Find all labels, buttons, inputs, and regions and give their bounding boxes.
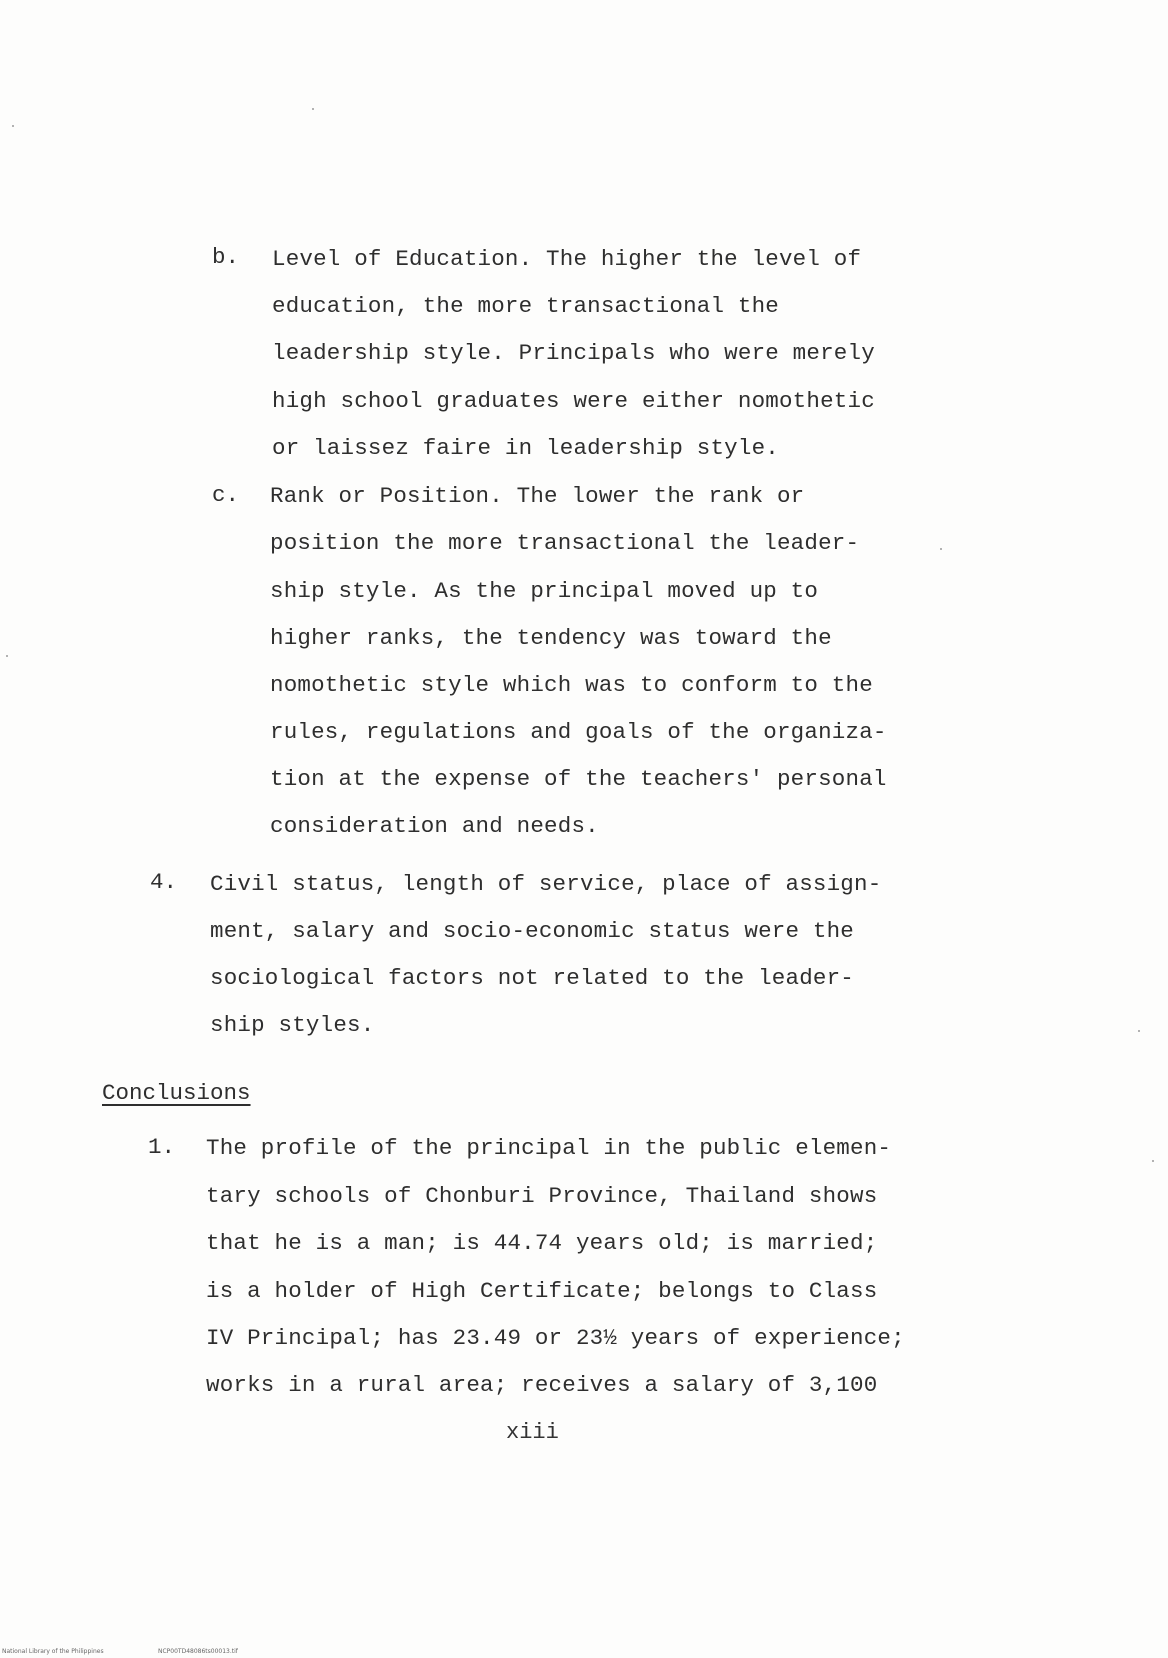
scan-speck (1138, 1030, 1140, 1032)
item-c-marker: c. (212, 482, 240, 508)
item-b-line-3: leadership style. Principals who were merely (272, 340, 875, 366)
conclusion-1-line-4: is a holder of High Certificate; belongs to Class (206, 1278, 878, 1304)
scan-speck (312, 108, 314, 110)
item-c-line-5: nomothetic style which was to conform to the (270, 672, 873, 698)
item-b-line-2: education, the more transactional the (272, 293, 779, 319)
item-b-line-4: high school graduates were either nomothetic (272, 388, 875, 414)
item-4-line-1: Civil status, length of service, place of assign- (210, 871, 882, 897)
conclusion-1-line-5: IV Principal; has 23.49 or 23½ years of experience; (206, 1325, 905, 1351)
item-c-line-4: higher ranks, the tendency was toward the (270, 625, 832, 651)
item-c-line-7: tion at the expense of the teachers' personal (270, 766, 887, 792)
scan-speck (12, 125, 14, 127)
scan-speck (1152, 1160, 1154, 1162)
item-c-line-6: rules, regulations and goals of the organiza- (270, 719, 887, 745)
item-b-line-1: Level of Education. The higher the level of (272, 246, 862, 272)
item-4-line-2: ment, salary and socio-economic status were the (210, 918, 855, 944)
item-4-marker: 4. (150, 869, 178, 895)
item-b-line-5: or laissez faire in leadership style. (272, 435, 779, 461)
conclusion-1-marker: 1. (148, 1134, 176, 1160)
conclusion-1-line-1: The profile of the principal in the public elemen- (206, 1135, 892, 1161)
conclusion-1-line-2: tary schools of Chonburi Province, Thailand shows (206, 1183, 878, 1209)
conclusions-heading: Conclusions (102, 1080, 251, 1106)
item-c-line-1: Rank or Position. The lower the rank or (270, 483, 805, 509)
conclusion-1-line-3: that he is a man; is 44.74 years old; is married; (206, 1230, 878, 1256)
scan-speck (6, 655, 8, 657)
item-4-line-3: sociological factors not related to the leader- (210, 965, 855, 991)
item-b-marker: b. (212, 244, 240, 270)
footer-file-id: NCP00TD48086ts00013.tif (158, 1648, 238, 1655)
item-c-line-8: consideration and needs. (270, 813, 599, 839)
item-c-line-2: position the more transactional the leader- (270, 530, 860, 556)
conclusion-1-line-6: works in a rural area; receives a salary of 3,100 (206, 1372, 878, 1398)
page-number: xiii (506, 1420, 559, 1445)
item-4-line-4: ship styles. (210, 1012, 375, 1038)
scan-speck (940, 548, 942, 550)
item-c-line-3: ship style. As the principal moved up to (270, 578, 819, 604)
footer-library-label: National Library of the Philippines (2, 1648, 104, 1655)
